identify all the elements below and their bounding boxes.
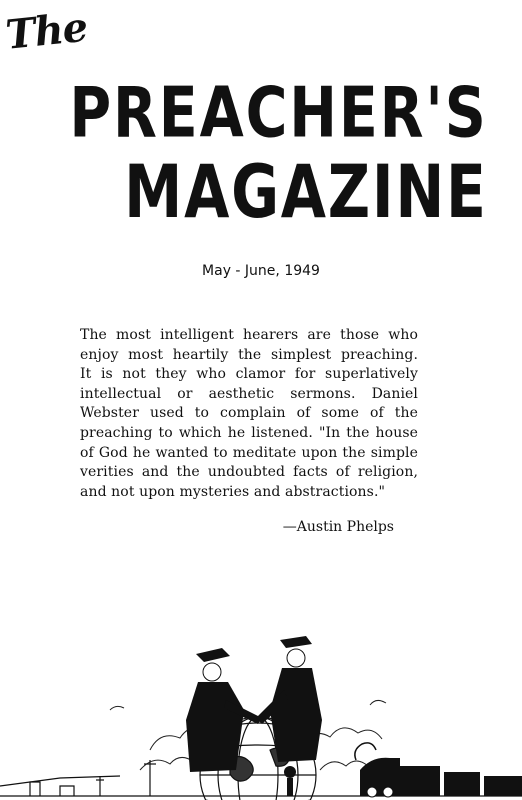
masthead-title-line-1: PREACHER'S [69, 71, 488, 154]
quote-attribution: —Austin Phelps [282, 519, 394, 535]
quote-line: Webster used to complain of some of the [80, 405, 418, 422]
quote-line: verities and the undoubted facts of religion, [80, 464, 418, 481]
quote-line: and not upon mysteries and abstractions." [80, 483, 386, 500]
graduates-over-globe-illustration [0, 600, 522, 800]
quote-line: intellectual or aesthetic sermons. Daniel [80, 385, 418, 402]
quote-line: It is not they who clamor for superlatively [80, 366, 418, 383]
quote-line: of God he wanted to meditate upon the simple [80, 444, 418, 461]
issue-date: May - June, 1949 [202, 263, 320, 279]
train-icon [355, 743, 522, 797]
quote-line: preaching to which he listened. "In the house [80, 424, 418, 441]
quote-line: The most intelligent hearers are those who [80, 327, 418, 343]
masthead-the: The [3, 3, 90, 59]
masthead-title-line-2: MAGAZINE [124, 149, 488, 236]
epigraph-quote [80, 326, 418, 502]
quote-line: enjoy most heartily the simplest preaching. [80, 346, 418, 363]
